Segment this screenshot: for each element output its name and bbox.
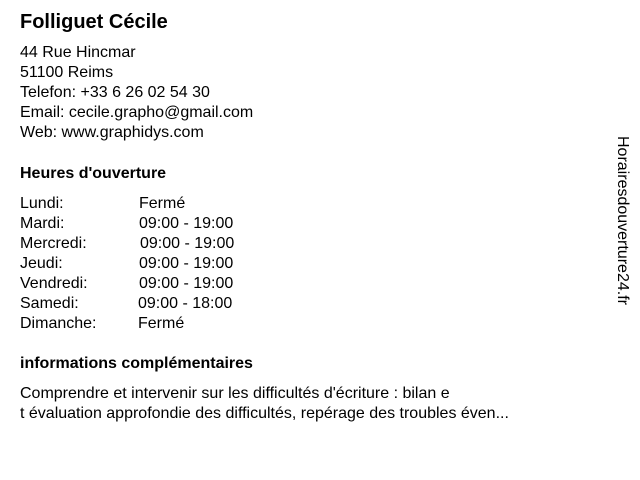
hours-row [20,194,320,214]
info-text-line: Comprendre et intervenir sur les difficultés d'écriture : bilan e [20,385,450,402]
hours-time: 09:00 - 19:00 [139,255,234,272]
hours-row [20,254,320,274]
hours-day: Samedi: [20,295,79,312]
hours-day: Lundi: [20,195,64,212]
site-watermark: Horairesdouverture24.fr [614,136,631,305]
info-text-line: t évaluation approfondie des difficultés, repérage des troubles éven... [20,405,509,422]
contact-block [20,43,253,143]
hours-day: Vendredi: [20,275,88,292]
business-name: Folliguet Cécile [20,11,168,33]
hours-row [20,274,320,294]
hours-day: Jeudi: [20,255,63,272]
additional-info-title: informations complémentaires [20,355,253,372]
hours-row [20,214,320,234]
address-city: 51100 Reims [20,64,114,81]
hours-day: Mercredi: [20,235,87,252]
opening-hours-table [20,194,320,334]
address-street: 44 Rue Hincmar [20,44,136,61]
hours-time: 09:00 - 18:00 [138,295,233,312]
hours-time: 09:00 - 19:00 [139,215,234,232]
hours-time: 09:00 - 19:00 [139,275,234,292]
email-address: Email: cecile.grapho@gmail.com [20,104,254,121]
phone-number: Telefon: +33 6 26 02 54 30 [20,84,210,101]
opening-hours-title: Heures d'ouverture [20,165,167,182]
hours-row [20,234,320,254]
additional-info-text [20,384,509,424]
hours-row [20,314,320,334]
hours-day: Mardi: [20,215,65,232]
website-address: Web: www.graphidys.com [20,124,204,141]
hours-day: Dimanche: [20,315,97,332]
hours-time: Fermé [138,315,185,332]
hours-time: Fermé [139,195,186,212]
hours-row [20,294,320,314]
hours-time: 09:00 - 19:00 [140,235,235,252]
